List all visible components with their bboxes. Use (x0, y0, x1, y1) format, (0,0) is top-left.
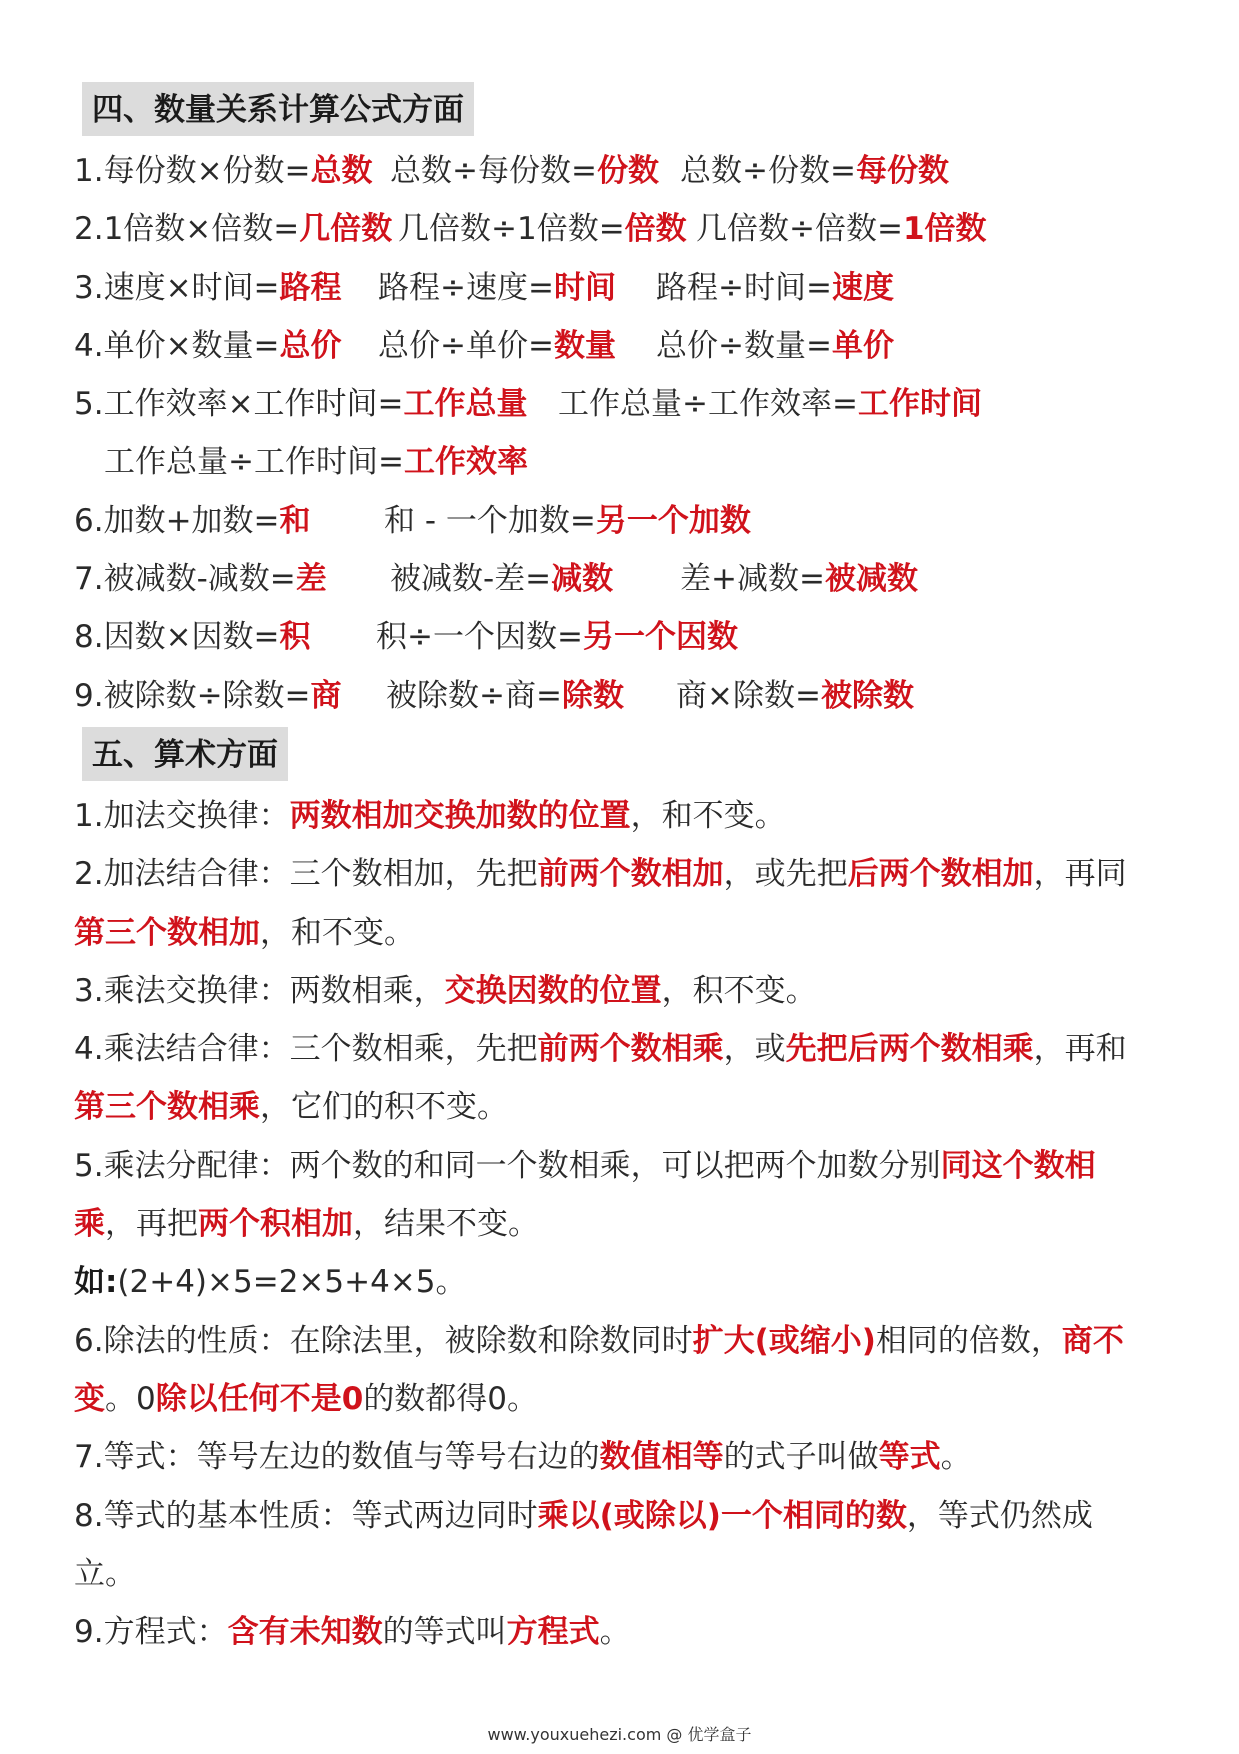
formula-cell (74, 608, 311, 666)
formula-row-row5 (74, 375, 1164, 433)
formula-cell (680, 550, 918, 608)
formula-result: 1倍数 (902, 211, 987, 248)
formula-expression: 路程÷速度= (378, 269, 554, 306)
formula-expression: 差+减数= (680, 561, 825, 598)
formula-expression: 被减数-差= (390, 561, 552, 598)
law-paragraph-law2 (74, 845, 1154, 962)
law-paragraph-law4 (74, 1020, 1154, 1137)
body-text: 5.乘法分配律：两个数的和同一个数相乘，可以把两个加数分别 (74, 1147, 941, 1184)
formula-result: 单价 (831, 327, 894, 364)
formula-expression: 6.加数+加数= (74, 502, 280, 539)
highlighted-text: 先把后两个数相乘 (785, 1031, 1034, 1068)
highlighted-text: 两个积相加 (198, 1206, 353, 1243)
body-text: 的等式叫 (382, 1614, 507, 1651)
law-paragraph-law1 (74, 787, 1154, 845)
formula-cell (74, 142, 373, 200)
formula-result: 总数 (310, 153, 373, 189)
formula-row-row5b (84, 433, 1164, 491)
body-text: ，它们的积不变。 (260, 1089, 508, 1126)
document-page (74, 82, 1164, 1661)
formula-cell (376, 608, 738, 666)
body-text: 7.等式：等号左边的数值与等号右边的 (74, 1439, 600, 1476)
highlighted-text: 第三个数相加 (74, 914, 260, 951)
formula-expression: 2.1倍数×倍数= (74, 211, 300, 248)
formula-cell (104, 433, 528, 491)
formula-cell (74, 492, 311, 550)
formula-result: 总价 (279, 327, 342, 364)
formula-cell (676, 667, 914, 725)
formula-cell (378, 317, 616, 375)
formula-row-row3 (74, 259, 1164, 317)
formula-cell (74, 375, 528, 433)
formula-result: 另一个加数 (595, 502, 751, 539)
body-text: 9.方程式： (74, 1614, 228, 1651)
formula-row-row1 (74, 142, 1164, 200)
body-text: ，等式仍然成立。 (74, 1497, 1093, 1592)
formula-result: 路程 (279, 269, 342, 306)
body-text: 如: (74, 1264, 118, 1301)
highlighted-text: 除以任何不是0 (155, 1380, 364, 1417)
formula-expression: 3.速度×时间= (74, 269, 280, 306)
highlighted-text: 含有未知数 (227, 1614, 383, 1651)
formula-list (74, 142, 1164, 725)
formula-expression: 商×除数= (676, 677, 821, 714)
formula-expression: 工作总量÷工作效率= (558, 386, 858, 423)
highlighted-text: 第三个数相乘 (74, 1089, 260, 1126)
formula-cell (74, 550, 327, 608)
formula-expression: 积÷一个因数= (376, 619, 583, 656)
formula-result: 和 (279, 502, 311, 539)
formula-expression: 路程÷时间= (656, 269, 832, 306)
body-text: 。 (940, 1439, 972, 1476)
highlighted-text: 商不变 (74, 1322, 1124, 1417)
section2-heading-wrap (84, 727, 1164, 781)
formula-cell (378, 259, 616, 317)
formula-cell (386, 667, 624, 725)
formula-cell (74, 200, 392, 258)
formula-expression: 总价÷数量= (656, 327, 832, 364)
body-text: 6.除法的性质：在除法里，被除数和除数同时 (74, 1322, 693, 1359)
section1-title: 四、数量关系计算公式方面 (82, 82, 474, 136)
formula-cell (74, 667, 342, 725)
law-list (74, 787, 1164, 1661)
formula-expression: 7.被减数-减数= (74, 561, 296, 598)
formula-expression: 和 - 一个加数= (384, 502, 596, 539)
body-text: 。0 (105, 1380, 156, 1417)
body-text: ，再和 (1033, 1031, 1127, 1068)
law-paragraph-law3 (74, 962, 1154, 1020)
formula-result: 另一个因数 (582, 619, 738, 656)
body-text: 2.加法结合律：三个数相加，先把 (74, 856, 538, 893)
body-text: 的式子叫做 (723, 1439, 879, 1476)
formula-cell (74, 317, 342, 375)
body-text: 。 (599, 1614, 631, 1651)
formula-expression: 总价÷单价= (378, 327, 554, 364)
formula-result: 时间 (553, 269, 616, 306)
formula-result: 工作总量 (403, 386, 528, 423)
body-text: 4.乘法结合律：三个数相乘，先把 (74, 1031, 538, 1068)
formula-row-row8 (74, 608, 1164, 666)
body-text: 3.乘法交换律：两数相乘， (74, 972, 445, 1009)
body-text: ，或先把 (723, 856, 848, 893)
law-paragraph-law8 (74, 1487, 1154, 1604)
law-paragraph-law6 (74, 1312, 1154, 1429)
formula-result: 商 (310, 677, 342, 714)
body-text: 1.加法交换律： (74, 797, 290, 834)
formula-result: 差 (295, 561, 327, 598)
formula-cell (680, 142, 949, 200)
highlighted-text: 数值相等 (599, 1439, 724, 1476)
law-paragraph-law7 (74, 1428, 1154, 1486)
formula-cell (558, 375, 982, 433)
body-text: ，结果不变。 (353, 1206, 539, 1243)
formula-expression: 总数÷份数= (680, 153, 856, 189)
section2-title: 五、算术方面 (82, 727, 288, 781)
formula-cell (74, 259, 342, 317)
formula-result: 倍数 (624, 211, 687, 248)
formula-expression: 总数÷每份数= (390, 153, 597, 189)
formula-cell (696, 200, 987, 258)
formula-row-row9 (74, 667, 1164, 725)
body-text: ，和不变。 (630, 797, 786, 834)
body-text: ，再把 (105, 1206, 198, 1243)
body-text: ，积不变。 (661, 972, 817, 1009)
formula-cell (398, 200, 687, 258)
highlighted-text: 交换因数的位置 (444, 972, 662, 1009)
formula-result: 速度 (831, 269, 894, 306)
section1-heading-wrap (84, 82, 1164, 136)
body-text: 8.等式的基本性质：等式两边同时 (74, 1497, 538, 1534)
formula-row-row6 (74, 492, 1164, 550)
formula-expression: 1.每份数×份数= (74, 153, 311, 189)
formula-cell (390, 550, 613, 608)
formula-result: 每份数 (855, 153, 949, 189)
body-text: (2+4)×5=2×5+4×5。 (117, 1264, 467, 1301)
formula-row-row7 (74, 550, 1164, 608)
highlighted-text: 乘以(或除以)一个相同的数 (537, 1497, 907, 1534)
formula-cell (656, 259, 894, 317)
formula-expression: 工作总量÷工作时间= (104, 444, 404, 481)
formula-result: 工作时间 (857, 386, 982, 423)
highlighted-text: 前两个数相乘 (537, 1031, 724, 1068)
formula-expression: 几倍数÷1倍数= (398, 211, 625, 248)
highlighted-text: 两数相加交换加数的位置 (289, 797, 631, 834)
footer-watermark: www.youxuehezi.com @ 优学盒子 (487, 1725, 752, 1744)
formula-result: 除数 (561, 677, 624, 714)
formula-cell (384, 492, 751, 550)
highlighted-text: 前两个数相加 (537, 856, 724, 893)
formula-expression: 被除数÷商= (386, 677, 562, 714)
formula-expression: 5.工作效率×工作时间= (74, 386, 404, 423)
law-paragraph-law5 (74, 1137, 1154, 1254)
body-text: 相同的倍数， (875, 1322, 1062, 1359)
formula-result: 几倍数 (299, 211, 393, 248)
formula-expression: 8.因数×因数= (74, 619, 280, 656)
highlighted-text: 方程式 (506, 1614, 600, 1651)
body-text: ，再同 (1033, 856, 1127, 893)
formula-expression: 9.被除数÷除数= (74, 677, 311, 714)
law-paragraph-law5-example (74, 1253, 1154, 1311)
highlighted-text: 后两个数相加 (847, 856, 1034, 893)
formula-result: 工作效率 (403, 444, 528, 481)
body-text: ，或 (723, 1031, 786, 1068)
formula-expression: 4.单价×数量= (74, 327, 280, 364)
formula-expression: 几倍数÷倍数= (696, 211, 903, 248)
highlighted-text: 扩大(或缩小) (692, 1322, 876, 1359)
formula-result: 积 (279, 619, 311, 656)
formula-cell (390, 142, 659, 200)
formula-result: 被除数 (820, 677, 914, 714)
formula-cell (656, 317, 894, 375)
law-paragraph-law9 (74, 1603, 1154, 1661)
formula-result: 数量 (553, 327, 616, 364)
formula-row-row4 (74, 317, 1164, 375)
highlighted-text: 等式 (878, 1439, 941, 1476)
formula-row-row2 (74, 200, 1164, 258)
body-text: ，和不变。 (260, 914, 415, 951)
formula-result: 份数 (596, 153, 659, 189)
body-text: 的数都得0。 (363, 1380, 539, 1417)
highlighted-text: 同这个数相乘 (74, 1147, 1096, 1243)
formula-result: 减数 (551, 561, 614, 598)
formula-result: 被减数 (824, 561, 918, 598)
